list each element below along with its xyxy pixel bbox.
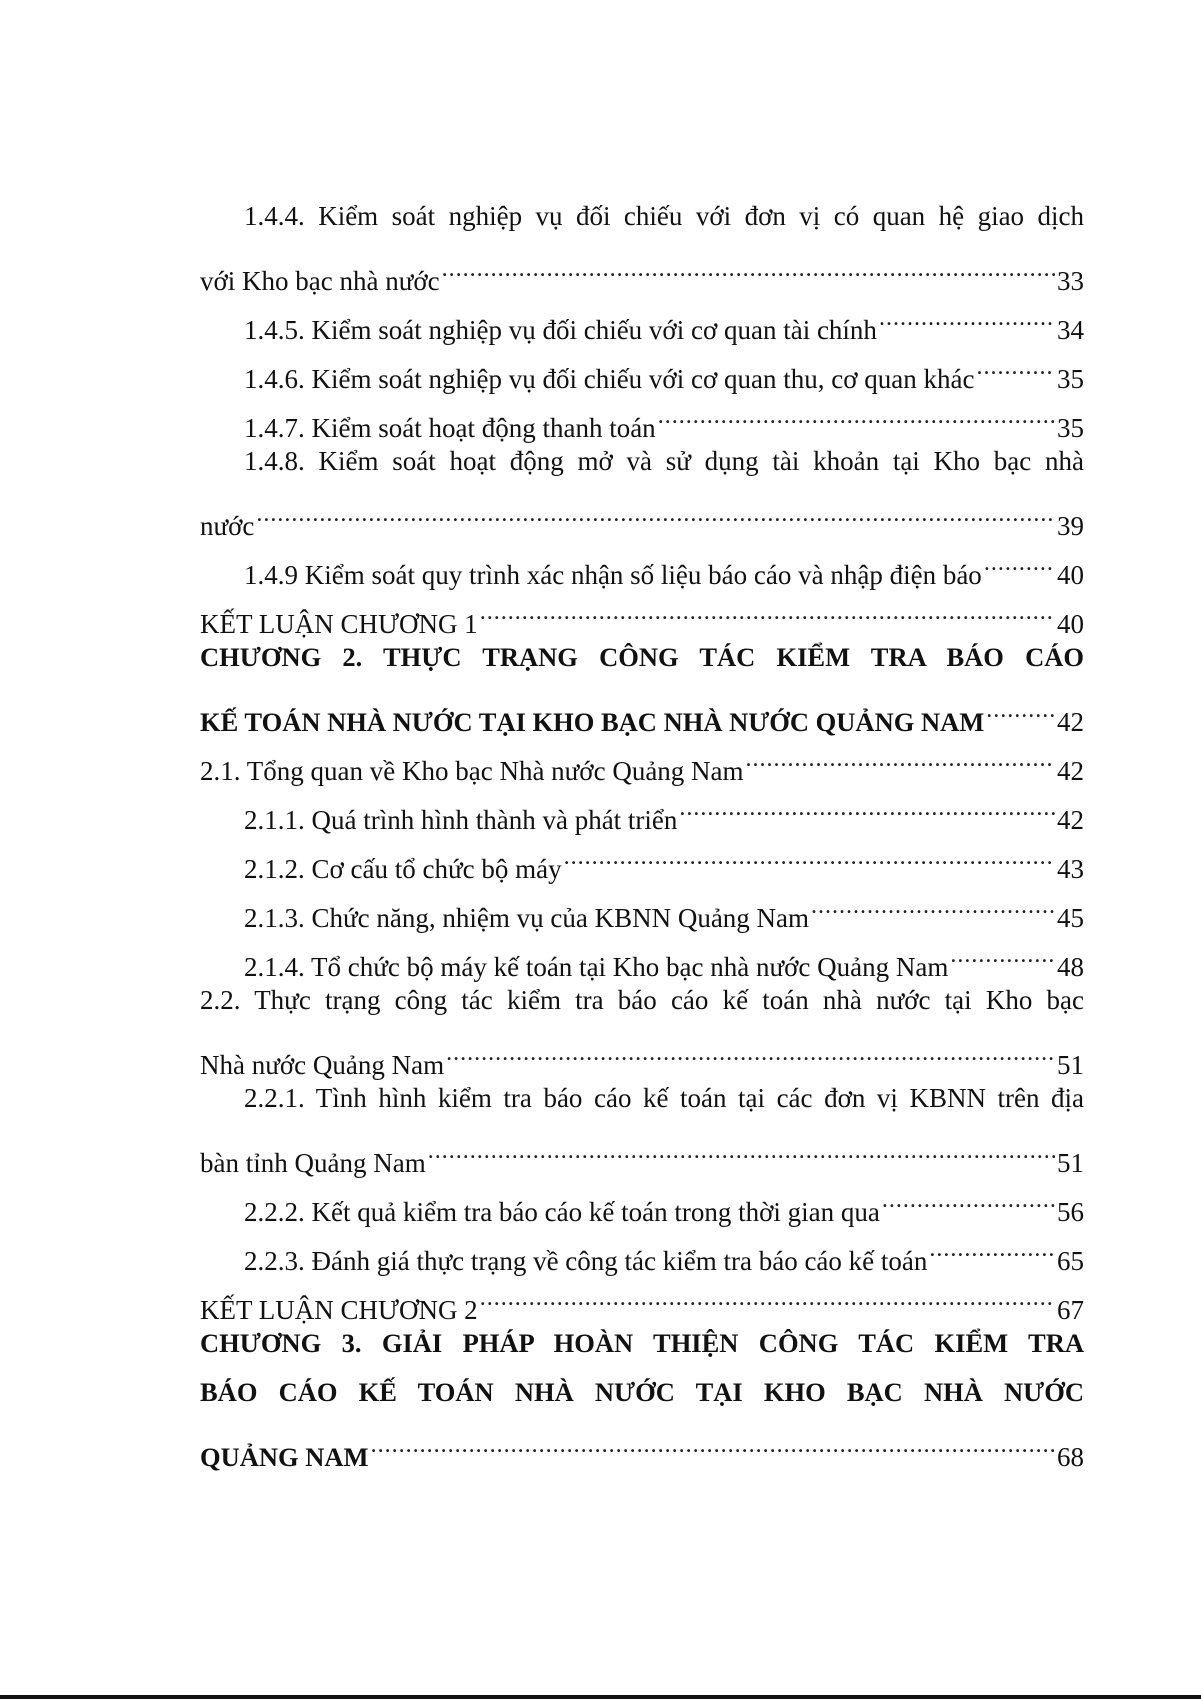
dot-leader <box>480 584 1055 633</box>
toc-entry-title: 1.4.9 Kiểm soát quy trình xác nhận số liệu báo cáo và nhập điện báo <box>244 560 982 590</box>
dot-leader <box>879 290 1055 339</box>
dot-leader <box>564 829 1055 878</box>
toc-entry-title: BÁO CÁO KẾ TOÁN NHÀ NƯỚC TẠI KHO BẠC NHÀ NƯỚC <box>200 1377 1084 1407</box>
toc-page-number: 42 <box>1057 756 1084 786</box>
toc-entry <box>200 437 1084 486</box>
toc-page-number: 51 <box>1057 1050 1084 1080</box>
dot-leader <box>986 682 1055 731</box>
dot-leader <box>442 241 1055 290</box>
toc-entry-title: 1.4.4. Kiểm soát nghiệp vụ đối chiếu với đơn vị có quan hệ giao dịch <box>244 201 1084 231</box>
dot-leader <box>976 339 1055 388</box>
toc-entry-title: 1.4.5. Kiểm soát nghiệp vụ đối chiếu với cơ quan tài chính <box>244 315 877 345</box>
toc-page-number: 40 <box>1057 560 1084 590</box>
dot-leader <box>446 1025 1055 1074</box>
toc-page-number: 56 <box>1057 1197 1084 1227</box>
toc-entry-title: Nhà nước Quảng Nam <box>200 1050 445 1080</box>
toc-page-number: 34 <box>1057 315 1084 345</box>
toc-entry-title: 2.2.3. Đánh giá thực trạng về công tác kiểm tra báo cáo kế toán <box>244 1246 928 1276</box>
toc-page-number: 67 <box>1057 1295 1084 1325</box>
toc-page-number: 42 <box>1057 805 1084 835</box>
toc-entry-title: KẾT LUẬN CHƯƠNG 2 <box>200 1295 478 1325</box>
toc-page-number: 35 <box>1057 413 1084 443</box>
table-of-contents <box>200 192 1084 1472</box>
dot-leader <box>658 388 1055 437</box>
toc-entry-title: 2.2. Thực trạng công tác kiểm tra báo cáo kế toán nhà nước tại Kho bạc <box>200 985 1084 1015</box>
toc-entry-title: bàn tỉnh Quảng Nam <box>200 1148 426 1178</box>
dot-leader <box>811 878 1055 927</box>
toc-entry <box>200 1074 1084 1123</box>
dot-leader <box>746 731 1055 780</box>
dot-leader <box>371 1417 1055 1466</box>
toc-entry <box>200 1417 1084 1472</box>
toc-entry-title: 2.1. Tổng quan về Kho bạc Nhà nước Quảng Nam <box>200 756 744 786</box>
toc-entry-title: 2.1.2. Cơ cấu tổ chức bộ máy <box>244 854 562 884</box>
toc-entry-title: KẾT LUẬN CHƯƠNG 1 <box>200 609 478 639</box>
toc-entry-title: 1.4.6. Kiểm soát nghiệp vụ đối chiếu với cơ quan thu, cơ quan khác <box>244 364 975 394</box>
toc-entry <box>200 633 1084 682</box>
toc-entry-title: 2.2.2. Kết quả kiểm tra báo cáo kế toán trong thời gian qua <box>244 1197 880 1227</box>
toc-entry <box>200 535 1084 590</box>
toc-entry <box>200 976 1084 1025</box>
toc-entry <box>200 1025 1084 1080</box>
toc-entry-title: QUẢNG NAM <box>200 1442 369 1472</box>
dot-leader <box>480 1270 1055 1319</box>
toc-page-number: 45 <box>1057 903 1084 933</box>
toc-entry-title: 1.4.7. Kiểm soát hoạt động thanh toán <box>244 413 656 443</box>
dot-leader <box>984 535 1055 584</box>
toc-page-number: 33 <box>1057 266 1084 296</box>
toc-entry <box>200 486 1084 541</box>
toc-entry-title: 2.1.4. Tổ chức bộ máy kế toán tại Kho bạc nhà nước Quảng Nam <box>244 952 949 982</box>
toc-page-number: 48 <box>1057 952 1084 982</box>
toc-entry <box>200 241 1084 296</box>
toc-entry <box>200 1368 1084 1417</box>
dot-leader <box>882 1172 1055 1221</box>
toc-entry-title: CHƯƠNG 3. GIẢI PHÁP HOÀN THIỆN CÔNG TÁC KIỂM TRA <box>200 1328 1084 1358</box>
dot-leader <box>679 780 1055 829</box>
toc-page-number: 35 <box>1057 364 1084 394</box>
toc-entry-title: 2.2.1. Tình hình kiểm tra báo cáo kế toán tại các đơn vị KBNN trên địa <box>244 1083 1084 1113</box>
toc-entry-title: 2.1.3. Chức năng, nhiệm vụ của KBNN Quảng Nam <box>244 903 810 933</box>
page-bottom-border <box>0 1695 1201 1699</box>
toc-entry <box>200 192 1084 241</box>
toc-entry-title: KẾ TOÁN NHÀ NƯỚC TẠI KHO BẠC NHÀ NƯỚC QUẢNG NAM <box>200 707 985 737</box>
toc-entry <box>200 1123 1084 1178</box>
toc-page-number: 51 <box>1057 1148 1084 1178</box>
toc-page-number: 40 <box>1057 609 1084 639</box>
toc-page-number: 68 <box>1057 1442 1084 1472</box>
toc-entry <box>200 1319 1084 1368</box>
toc-entry-title: 2.1.1. Quá trình hình thành và phát triển <box>244 805 678 835</box>
toc-entry-title: với Kho bạc nhà nước <box>200 266 440 296</box>
dot-leader <box>428 1123 1055 1172</box>
toc-entry-title: nước <box>200 511 255 541</box>
toc-entry-title: CHƯƠNG 2. THỰC TRẠNG CÔNG TÁC KIỂM TRA BÁO CÁO <box>200 642 1084 672</box>
dot-leader <box>256 486 1055 535</box>
toc-entry-title: 1.4.8. Kiểm soát hoạt động mở và sử dụng tài khoản tại Kho bạc nhà <box>244 446 1084 476</box>
dot-leader <box>929 1221 1055 1270</box>
toc-entry <box>200 682 1084 737</box>
dot-leader <box>950 927 1055 976</box>
toc-page-number: 65 <box>1057 1246 1084 1276</box>
toc-page-number: 43 <box>1057 854 1084 884</box>
toc-page-number: 42 <box>1057 707 1084 737</box>
toc-page-number: 39 <box>1057 511 1084 541</box>
